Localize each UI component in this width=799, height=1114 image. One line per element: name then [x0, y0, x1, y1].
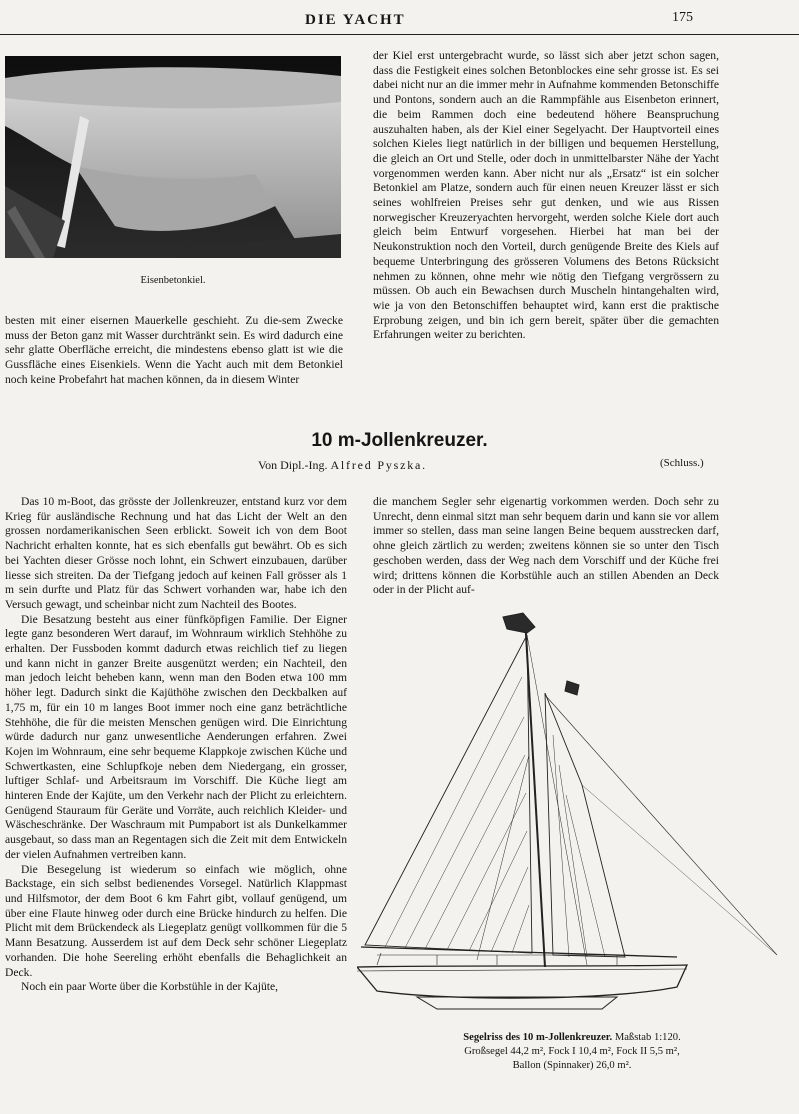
top-right-paragraph: der Kiel erst untergebracht wurde, so lässt sich aber jetzt schon sagen, dass die Festigkeit eines solchen Betonblockes eine sehr grosse ist. Es sei dabei nicht nur an die immer mehr in Aufnahme kommenden Betonschiffe und Pontons, sondern auch an die Rammpfähle aus Eisenbeton erinnert, die beim Rammen doch eine bedeutend höhere Beanspruchung auszuhalten haben, als der Kiel einer Segelyacht. Der Hauptvorteil eines solchen Kieles liegt natürlich in der billigen und bequemen Herstellung, die gleich an Ort und Stelle, oder doch in unmittelbarster Nähe der Yacht vorgenommen werden kann. Aber nicht nur als „Ersatz“ ist ein solcher Betonkiel am Platze, sondern auch für einen neuen Kreuzer lässt er sich seines wohlfreien Preises sehr gut denken, und wie aus Rissen norwegischer Kreuzeryachten hervorgeht, werden solche Kiele dort auch gleich beim Entwurf vorgesehen. Hierbei hat man bei der Neukonstruktion noch den Vorteil, durch genügende Breite des Kiels auf bequeme Unterbringung des grösseren Volumens des Betons Rücksicht nehmen zu können, ohne mehr wie nötig den Tiefgang vergrössern zu müssen. Ob auch ein Bewachsen durch Muscheln hintangehalten wird, wie ja von den Betonschiffen behauptet wird, kann erst die praktische Erprobung zeigen, und bin ich gern bereit, später über die gemachten Erfahrungen weiter zu berichten. [373, 49, 719, 342]
top-left-text-column [5, 314, 343, 388]
header-rule [0, 34, 799, 35]
forestay [545, 695, 777, 955]
article-title: 10 m-Jollenkreuzer. [311, 430, 488, 451]
boom [361, 947, 677, 957]
caption-line-1 [357, 1031, 787, 1045]
top-right-text-column [373, 49, 719, 343]
photo-caption: Eisenbetonkiel. [140, 275, 206, 286]
concrete-keel-photo [5, 56, 341, 258]
mainsail-cloths [385, 677, 529, 953]
keel-photo-illustration [5, 56, 341, 258]
sail-plan-drawing [357, 605, 787, 1025]
article-left-column [5, 495, 347, 995]
page-number: 175 [672, 10, 693, 25]
article-byline [258, 458, 427, 473]
jib [545, 693, 625, 957]
mainsail [365, 635, 532, 953]
article-paragraph-3: Die Besegelung ist wiederum so einfach wie möglich, ohne Backstage, ein sich selbst bedienendes Vorsegel. Natürlich Klappmast und Hilfsmotor, der dem Boot 6 km Fahrt gibt, vollauf genügend, um über eine Flaute hinweg oder durch eine Brücke hindurch zu helfen. Die Plicht mit dem Brückendeck als Liegeplatz genügt vollkommen für die 5 Mann Besatzung. Ausserdem ist auf dem Deck sehr schöner Liegeplatz vorhanden. Die hohe Seereling erhöht ebenfalls die Behaglichkeit an Deck. [5, 862, 347, 979]
caption-title: Segelriss des 10 m-Jollenkreuzer. [463, 1032, 613, 1043]
article-right-column [373, 495, 719, 598]
second-flag [565, 681, 579, 695]
continuation-note: (Schluss.) [660, 457, 704, 469]
sail-plan-figure [357, 605, 787, 1025]
masthead-flag [503, 613, 535, 633]
article-right-paragraph: die manchem Segler sehr eigenartig vorkommen werden. Doch sehr zu Unrecht, denn einmal sitzt man sehr bequem darin und kann sie vor allem immer so stellen, dass man seine langen Beine bequem ausstrecken darf, ohne gleich zärtlich zu werden; zweitens können sie so unter den Tisch geschoben werden, dass der Weg nach dem Vorschiff und der Küche frei wird; drittens können die Korbstühle auch an stillen Abenden an Deck oder in der Plicht auf- [373, 495, 719, 597]
sail-plan-caption [357, 1031, 787, 1073]
keel [417, 997, 617, 1009]
byline-author: Alfred Pyszka. [330, 458, 427, 472]
caption-line-2: Großsegel 44,2 m², Fock I 10,4 m², Fock II 5,5 m², [464, 1046, 680, 1057]
mast [525, 617, 545, 967]
byline-prefix: Von Dipl.-Ing. [258, 458, 328, 472]
caption-line-3: Ballon (Spinnaker) 26,0 m². [512, 1060, 632, 1071]
top-left-paragraph: besten mit einer eisernen Mauerkelle geschieht. Zu die-sem Zwecke muss der Beton ganz mit Wasser durchtränkt sein. Es wird dadurch eine sehr glatte Oberfläche erreicht, die mindestens ebenso glatt ist wie die Gussfläche eines Eisenkiels. Wenn die Yacht auch mit dem Betonkiel noch keine Probefahrt hat machen können, da in diesem Winter [5, 314, 343, 386]
caption-scale: Maßstab 1:120. [614, 1032, 681, 1043]
running-header-title: DIE YACHT [305, 12, 406, 28]
article-paragraph-1: Das 10 m-Boot, das grösste der Jollenkreuzer, entstand kurz vor dem Krieg für ausländische Rechnung und hat das Licht der Welt an den grossen nordamerikanischen Seen erblickt. Soweit ich von dem Boot Nachricht erhalten konnte, hat es sich ebenfalls gut bewährt. Ob es sich bei Yachten dieser Grösse noch lohnt, ein Schwert einzubauen, darüber liesse sich streiten. Da der Tiefgang jedoch auf keinen Fall grösser als 1 m sein durfte und Platz für das Schwert vorhanden war, habe ich den Versuch gewagt, und scheinbar nicht zum Nachteil des Bootes. [5, 495, 347, 611]
article-paragraph-2: Die Besatzung besteht aus einer fünfköpfigen Familie. Der Eigner legte ganz besonderen Wert darauf, im Wohnraum wirklich Stehhöhe zu erhalten. Der Fussboden kommt dadurch etwas reichlich tief zu liegen und kann nicht in ganzer Breite ausgenützt werden; ein Nachteil, den man jedoch leicht beheben kann, wenn man den Boden etwa 100 mm höher legt. Dadurch sinkt die Kajüthöhe zwischen den Deckbalken auf 1,75 m, für ein 10 m langes Boot immer noch eine ganz beträchtliche Stehhöhe, die für die meisten Menschen genügen wird. Die Einrichtung würde dadurch nur ganz unwesentliche Aenderungen erfahren. Zwei Kojen im Wohnraum, eine sehr bequeme Klappkoje zwischen Küche und Schwertkasten, eine Schlupfkoje neben dem Niedergang, ein grosser, luftiger Schlaf- und Arbeitsraum im Vorschiff. Die Küche liegt am hinteren Ende der Kajüte, um den Verkehr nach der Plicht zu erleichtern. Genügend Stauraum für Geräte und Vorräte, auch reichlich Kleider- und Wäscheschränke. Der Waschraum mit Pumpabort ist als Dunkelkammer ausgebaut, so dass man an Regentagen sich die Zeit mit dem Entwickeln der vielen Aufnahmen vertreiben kann. [5, 612, 347, 861]
article-paragraph-4: Noch ein paar Worte über die Korbstühle in der Kajüte, [21, 980, 279, 994]
